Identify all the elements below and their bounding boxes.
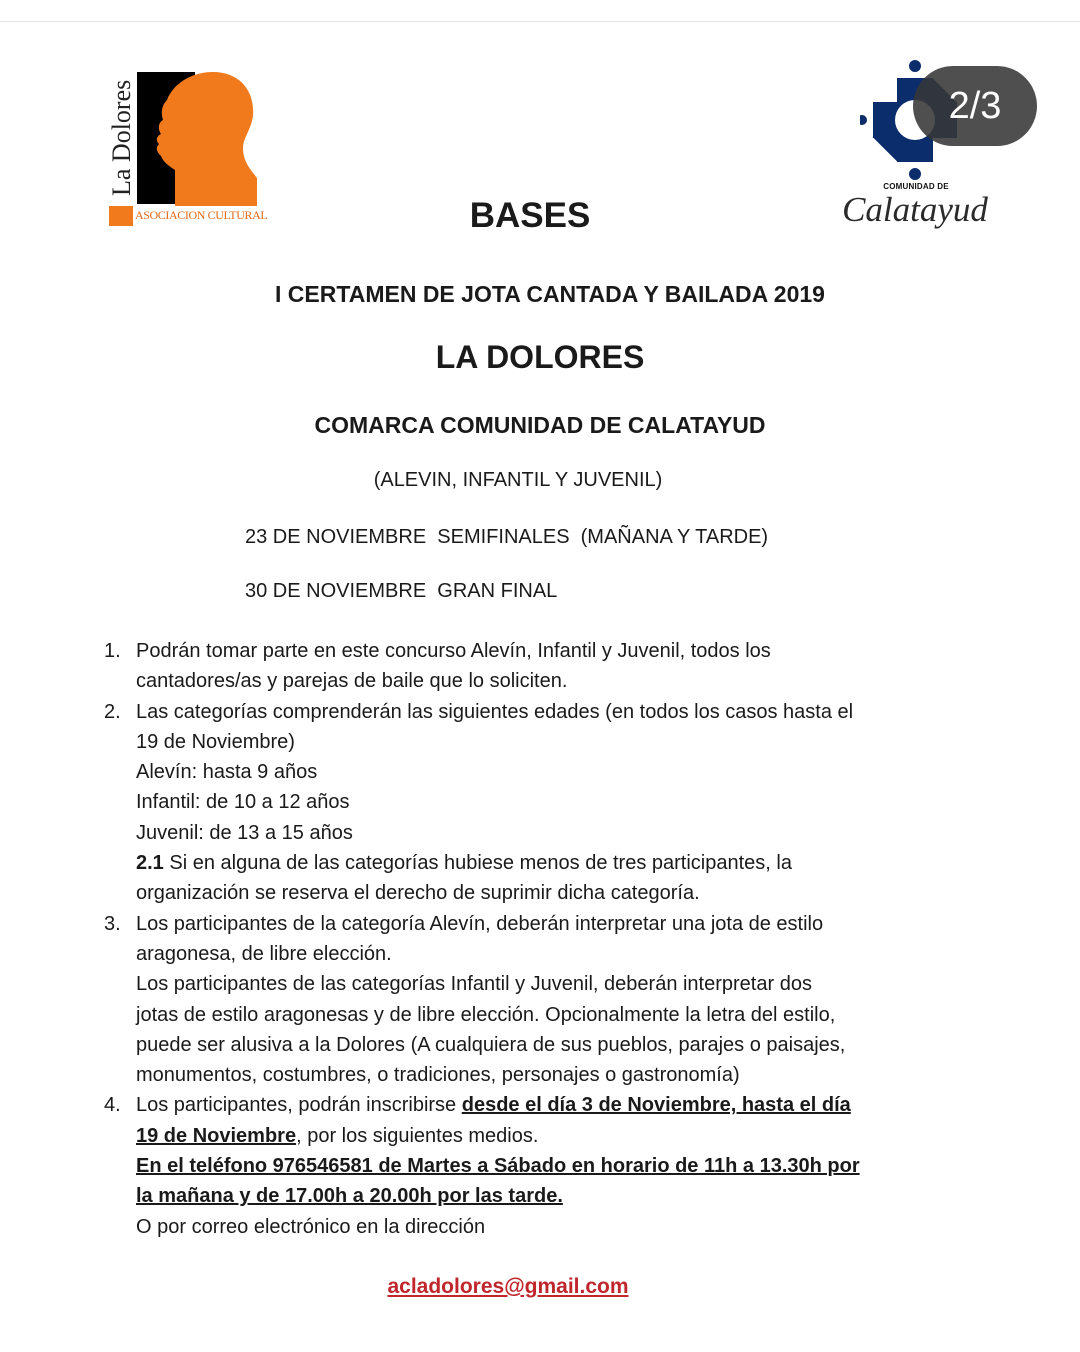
item-number: 2. <box>104 700 121 723</box>
item-text: organización se reserva el derecho de suprimir dicha categoría. <box>136 882 700 905</box>
list-item <box>104 636 954 697</box>
item-text: monumentos, costumbres, o tradiciones, personajes o gastronomía) <box>136 1064 740 1087</box>
item-text: puede ser alusiva a la Dolores (A cualquiera de sus pueblos, parajes o paisajes, <box>136 1033 846 1056</box>
item-text: , por los siguientes medios. <box>296 1124 539 1147</box>
item-text: Los participantes, podrán inscribirse <box>136 1094 462 1117</box>
date-final: 30 DE NOVIEMBRE GRAN FINAL <box>245 580 558 602</box>
item-text: Las categorías comprenderán las siguientes edades (en todos los casos hasta el <box>136 700 854 723</box>
item-number: 3. <box>104 912 121 935</box>
logo-name: La Dolores <box>107 79 136 197</box>
item-text: Los participantes de las categorías Infantil y Juvenil, deberán interpretar dos <box>136 973 812 996</box>
logo-subtitle: ASOCIACION CULTURAL <box>135 208 268 222</box>
registration-end-date: 19 de Noviembre <box>136 1124 297 1147</box>
registration-dates: desde el día 3 de Noviembre, hasta el día <box>461 1094 851 1117</box>
item-text: Juvenil: de 13 a 15 años <box>136 821 353 844</box>
region-heading: COMARCA COMUNIDAD DE CALATAYUD <box>314 412 766 438</box>
subitem-text <box>136 848 954 878</box>
item-text-line <box>136 1090 954 1120</box>
item-text: aragonesa, de libre elección. <box>136 942 392 965</box>
email-link[interactable]: acladolores@gmail.com <box>387 1275 629 1298</box>
logo-orange-bar <box>109 206 133 226</box>
phone-info: En el teléfono 976546581 de Martes a Sábado en horario de 11h a 13.30h por <box>136 1155 860 1178</box>
item-text-line <box>136 1121 954 1151</box>
item-text: Infantil: de 10 a 12 años <box>136 791 350 814</box>
item-text: jotas de estilo aragonesas y de libre elección. Opcionalmente la letra del estilo, <box>136 1003 836 1026</box>
categories-line: (ALEVIN, INFANTIL Y JUVENIL) <box>373 469 663 491</box>
list-item <box>104 909 954 1091</box>
item-text: 19 de Noviembre) <box>136 730 295 753</box>
document-title: BASES <box>469 196 591 235</box>
event-title: I CERTAMEN DE JOTA CANTADA Y BAILADA 2019 <box>275 281 825 307</box>
subitem-number: 2.1 <box>136 852 164 875</box>
item-text: O por correo electrónico en la dirección <box>136 1215 486 1238</box>
item-text: Si en alguna de las categorías hubiese menos de tres participantes, la <box>163 852 792 875</box>
item-text: Podrán tomar parte en este concurso Alevín, Infantil y Juvenil, todos los <box>136 640 771 662</box>
event-name: LA DOLORES <box>435 339 645 375</box>
phone-hours: la mañana y de 17.00h a 20.00h por las tarde. <box>136 1185 563 1208</box>
list-item <box>104 697 954 909</box>
item-text: Alevín: hasta 9 años <box>136 761 318 784</box>
item-text-line <box>136 1151 954 1181</box>
item-number: 1. <box>104 640 121 662</box>
list-item <box>104 1090 954 1241</box>
page-indicator-badge: 2/3 <box>913 66 1037 146</box>
date-semifinals: 23 DE NOVIEMBRE SEMIFINALES (MAÑANA Y TARDE) <box>245 526 769 548</box>
logo-city: Calatayud <box>842 190 988 229</box>
rules-list <box>104 636 954 1242</box>
logo-small-text: COMUNIDAD DE <box>883 182 949 191</box>
item-number: 4. <box>104 1094 121 1117</box>
item-text: cantadores/as y parejas de baile que lo soliciten. <box>136 670 568 693</box>
item-text-line <box>136 1181 954 1211</box>
item-text: Los participantes de la categoría Alevín, deberán interpretar una jota de estilo <box>136 912 824 935</box>
top-divider <box>0 21 1080 22</box>
la-dolores-logo <box>105 70 268 230</box>
woman-profile-icon <box>135 70 265 206</box>
